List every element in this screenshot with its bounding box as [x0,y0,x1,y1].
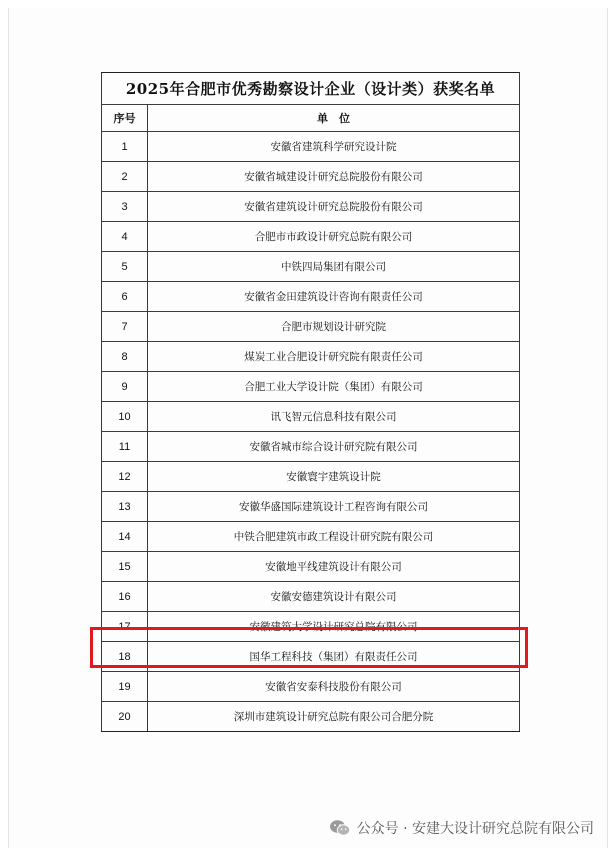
table-row [102,672,520,702]
table-title: 2025年合肥市优秀勘察设计企业（设计类）获奖名单 [102,73,520,105]
row-index: 4 [102,222,148,252]
row-unit: 安徽省金田建筑设计咨询有限责任公司 [148,282,520,312]
row-index: 19 [102,672,148,702]
table-row [102,552,520,582]
table-row [102,312,520,342]
row-index: 2 [102,162,148,192]
table-row [102,702,520,732]
row-index: 17 [102,612,148,642]
row-unit: 深圳市建筑设计研究总院有限公司合肥分院 [148,702,520,732]
row-index: 15 [102,552,148,582]
row-unit: 中铁四局集团有限公司 [148,252,520,282]
watermark-text: 公众号 · 安建大设计研究总院有限公司 [356,821,594,837]
row-unit: 讯飞智元信息科技有限公司 [148,402,520,432]
row-unit: 安徽寰宇建筑设计院 [148,462,520,492]
row-unit: 安徽省安泰科技股份有限公司 [148,672,520,702]
row-index: 1 [102,132,148,162]
row-unit: 国华工程科技（集团）有限责任公司 [148,642,520,672]
row-unit: 安徽省城建设计研究总院股份有限公司 [148,162,520,192]
table-row [102,462,520,492]
row-unit: 安徽地平线建筑设计有限公司 [148,552,520,582]
row-index: 11 [102,432,148,462]
row-index: 20 [102,702,148,732]
row-index: 6 [102,282,148,312]
table-row [102,132,520,162]
table-row [102,432,520,462]
row-unit: 安徽省建筑科学研究设计院 [148,132,520,162]
table-row [102,402,520,432]
row-unit: 安徽省城市综合设计研究院有限公司 [148,432,520,462]
row-index: 5 [102,252,148,282]
row-index: 16 [102,582,148,612]
row-unit: 中铁合肥建筑市政工程设计研究院有限公司 [148,522,520,552]
row-index: 10 [102,402,148,432]
row-unit: 合肥工业大学设计院（集团）有限公司 [148,372,520,402]
row-index: 8 [102,342,148,372]
header-index: 序号 [102,105,148,132]
row-index: 7 [102,312,148,342]
row-unit: 安徽安德建筑设计有限公司 [148,582,520,612]
table-row [102,522,520,552]
wechat-icon [329,819,351,837]
row-unit: 安徽华盛国际建筑设计工程咨询有限公司 [148,492,520,522]
table-title-row [102,73,520,105]
table-row [102,162,520,192]
table-row [102,222,520,252]
header-unit: 单 位 [148,105,520,132]
table-row-highlighted [102,612,520,642]
table-row [102,342,520,372]
table-row [102,252,520,282]
row-index: 12 [102,462,148,492]
row-unit: 安徽建筑大学设计研究总院有限公司 [148,612,520,642]
table-row [102,582,520,612]
table-header-row [102,105,520,132]
row-index: 18 [102,642,148,672]
wechat-watermark [329,818,594,838]
row-unit: 安徽省建筑设计研究总院股份有限公司 [148,192,520,222]
table-row [102,372,520,402]
table-row [102,642,520,672]
table-row [102,282,520,312]
row-unit: 煤炭工业合肥设计研究院有限责任公司 [148,342,520,372]
award-list-table [101,72,520,732]
row-index: 9 [102,372,148,402]
row-unit: 合肥市市政设计研究总院有限公司 [148,222,520,252]
table-row [102,192,520,222]
row-index: 13 [102,492,148,522]
row-index: 14 [102,522,148,552]
table-row [102,492,520,522]
row-unit: 合肥市规划设计研究院 [148,312,520,342]
row-index: 3 [102,192,148,222]
